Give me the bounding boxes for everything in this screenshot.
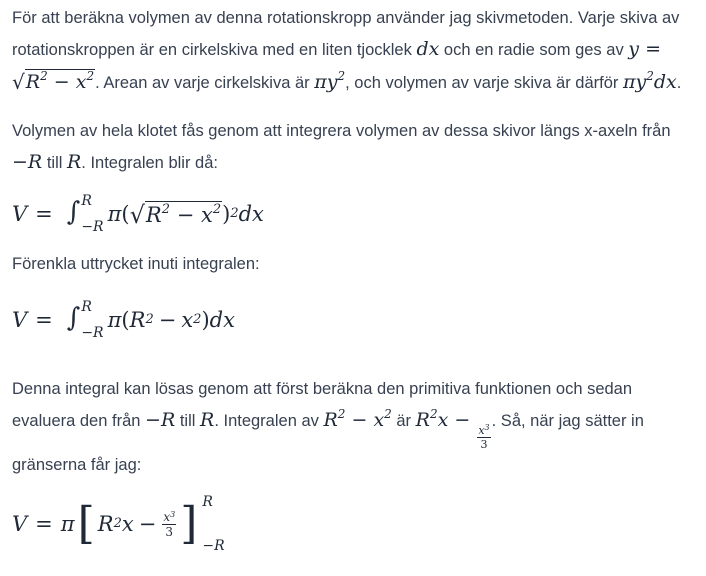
text-segment: är — [391, 412, 416, 430]
equation-volume-integral-simplified: V = ∫ R −R π ( R 2 − x 2 ) dx — [12, 299, 235, 341]
paragraph-simplify — [12, 249, 696, 280]
math-volume-element: $\pi y^2dx$ — [622, 69, 677, 93]
math-area: $\pi y^2$ — [314, 69, 346, 93]
paragraph-antiderivative — [12, 374, 696, 481]
math-lower-limit: −R — [12, 151, 43, 173]
text-segment: För att beräkna volymen av denna rotationskropp använder jag skivmetoden. Varje skiva av rotationskroppen är en cirkelskiva med en liten tjocklek — [12, 9, 680, 59]
sqrt-icon: √ — [12, 70, 25, 94]
text-segment: och en radie som ges av — [439, 41, 629, 59]
text-segment: , och volymen av varje skiva är därför — [345, 74, 623, 92]
paragraph-integration — [12, 116, 696, 179]
text-segment: . Integralen blir då: — [81, 154, 218, 172]
math-upper-limit: R — [200, 409, 215, 431]
text-segment: Volymen av hela klotet fås genom att integrera volymen av dessa skivor längs x-axeln från — [12, 122, 671, 140]
math-radius-formula: $y = √R^2 - x^2$ — [12, 38, 661, 94]
response-content — [12, 0, 696, 567]
math-integrand: $R^2 - x^2$ — [323, 407, 392, 431]
integral-icon: ∫ R −R — [66, 193, 104, 235]
text-segment: till — [175, 412, 200, 430]
math-antiderivative: $R^2x$ − $\frac{x^3}{3}$ — [415, 407, 490, 451]
text-segment: . — [676, 74, 682, 92]
right-bracket: ] — [180, 498, 198, 549]
text-segment: . Integralen av — [214, 412, 324, 430]
text-segment: Denna integral kan lösas genom att först beräkna den primitiva funktionen och sedan evaluera den från — [12, 380, 633, 430]
equation-volume-evaluated: V = π [ R 2 x − $\frac{x^3}{3}$ ] R −R — [12, 494, 225, 554]
text-segment: . Arean av varje cirkelskiva är — [95, 74, 315, 92]
text-segment: Förenkla uttrycket inuti integralen: — [12, 255, 260, 273]
text-segment: till — [42, 154, 67, 172]
math-dx: dx — [416, 38, 440, 60]
paragraph-disk-method — [12, 0, 696, 99]
sqrt-icon: √ — [129, 201, 145, 229]
left-bracket: [ — [77, 498, 95, 549]
math-upper-limit: R — [66, 151, 82, 173]
integral-icon: ∫ R −R — [66, 299, 104, 341]
math-lower-limit: −R — [145, 409, 176, 431]
text-segment: . Så, när jag sätter in gränserna får jag: — [12, 412, 644, 474]
equation-volume-integral-sqrt: V = ∫ R −R π ( √ $R^2 - x^2$ ) 2 dx — [12, 193, 264, 235]
bracket-limits: R −R — [202, 494, 225, 554]
